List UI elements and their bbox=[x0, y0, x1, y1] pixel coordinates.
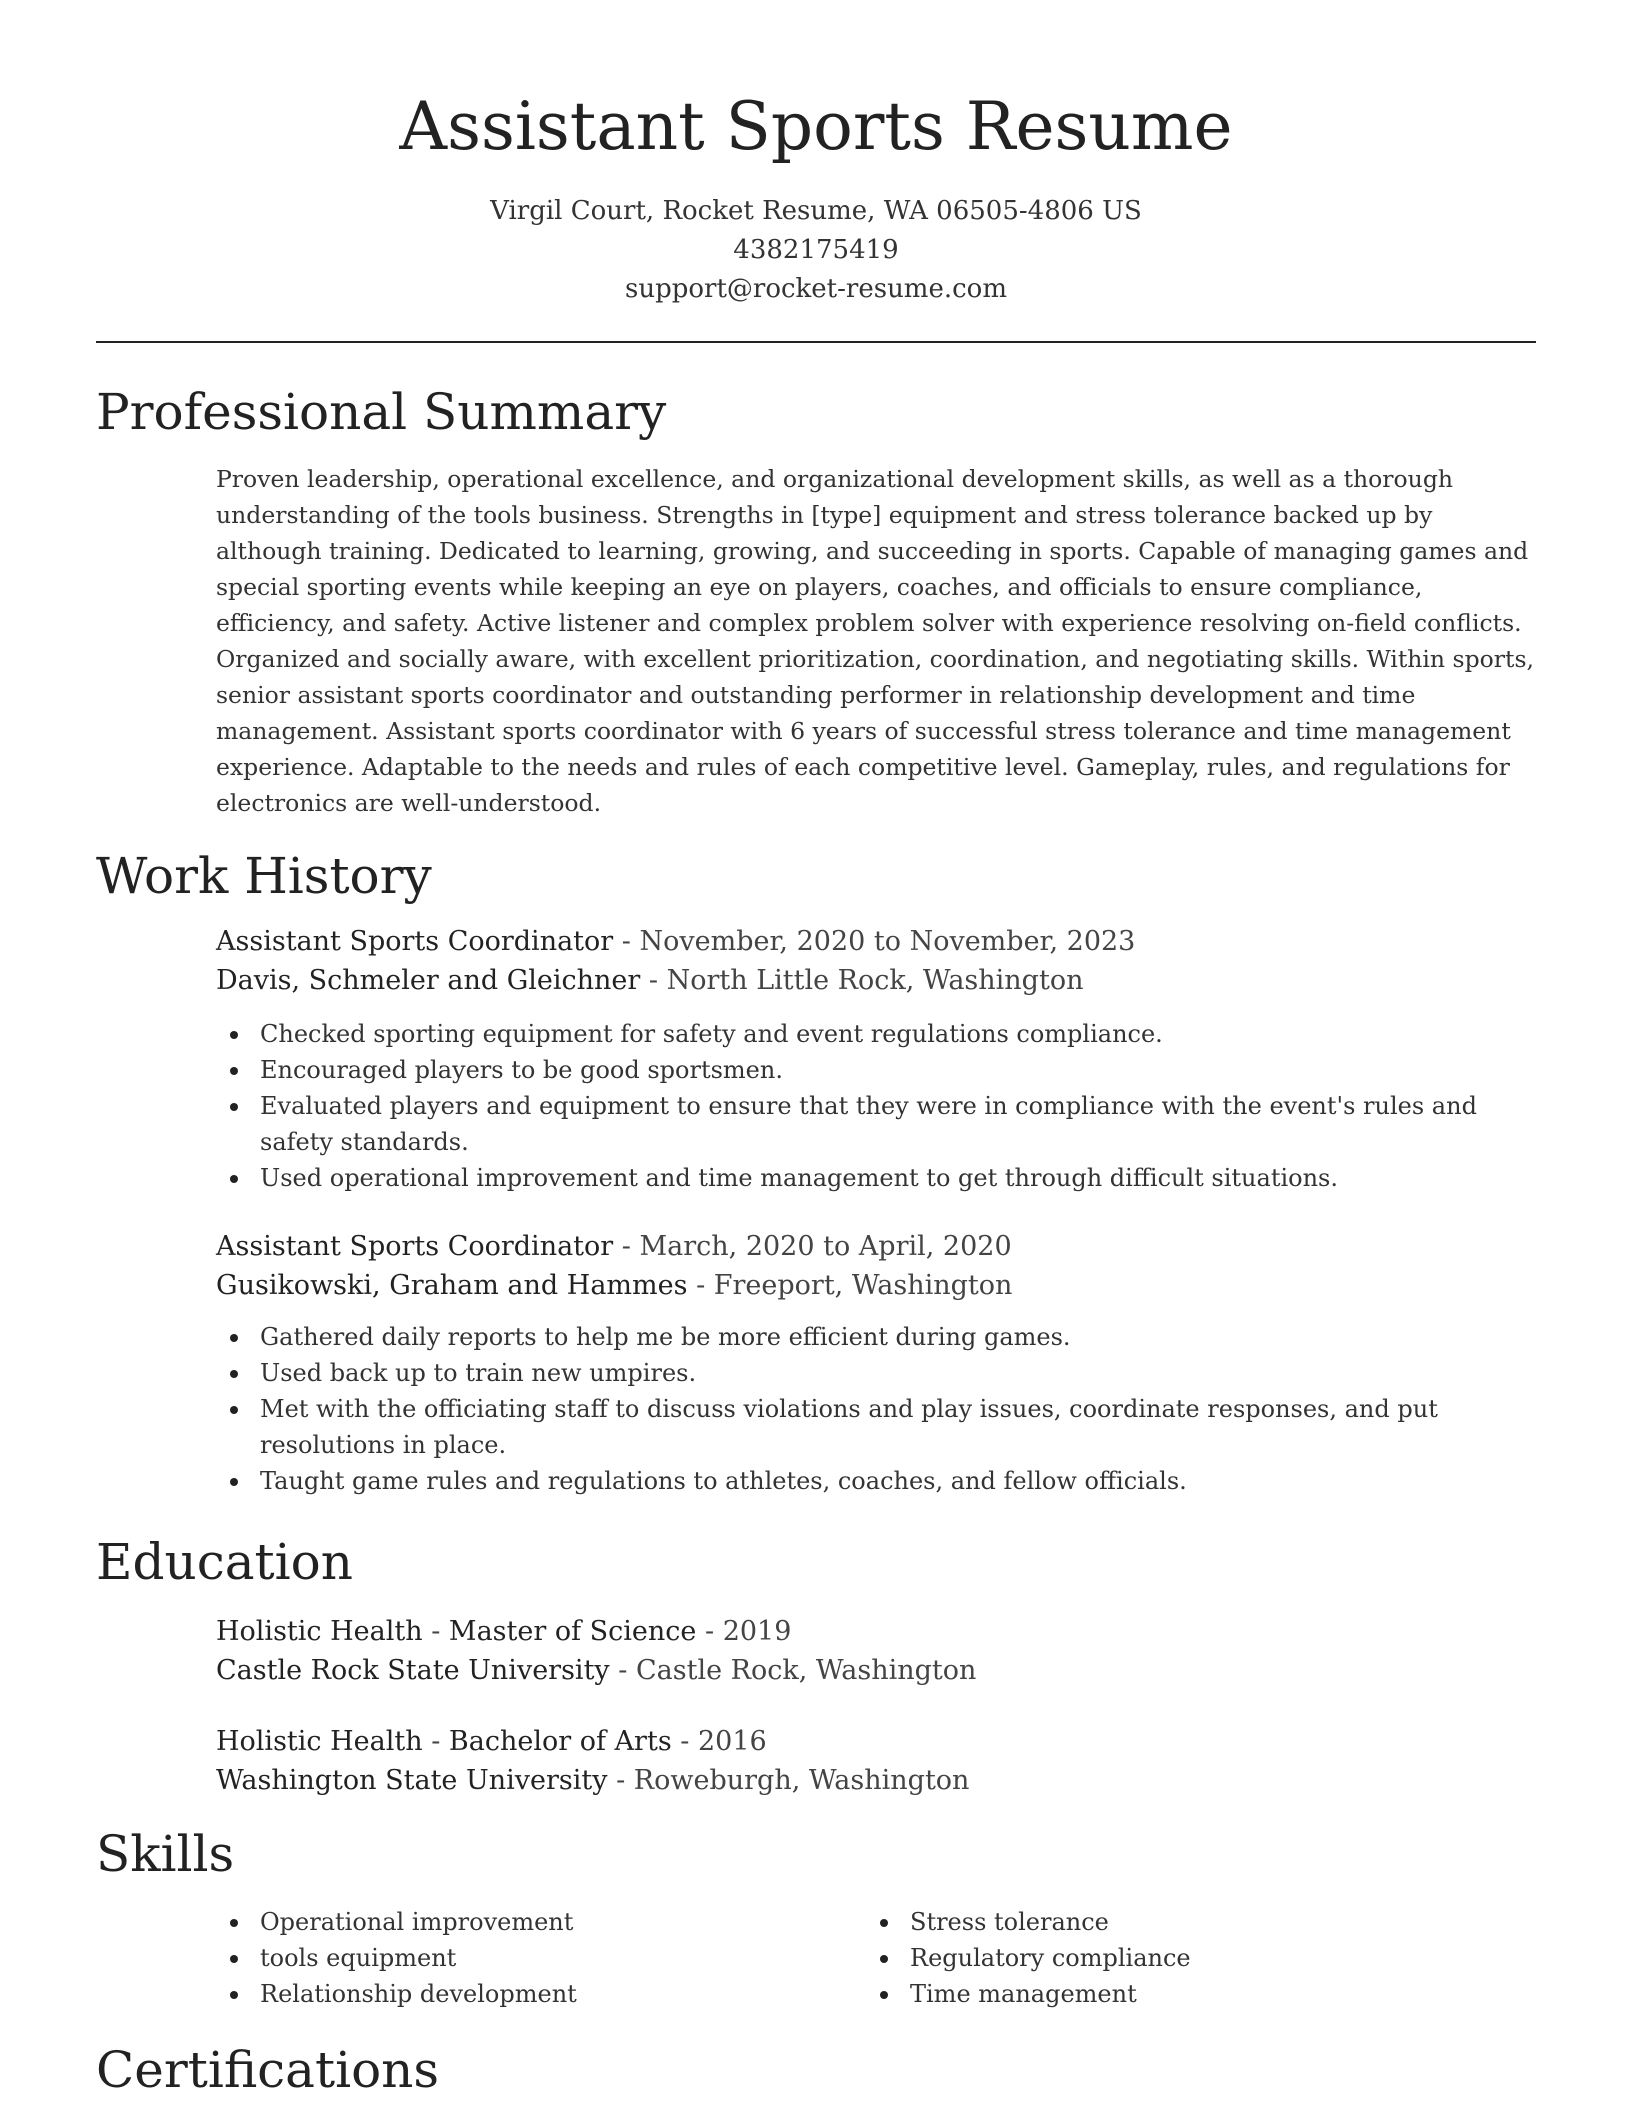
job-heading bbox=[216, 1227, 1536, 1266]
skill-item: Regulatory compliance bbox=[866, 1940, 1516, 1976]
list-item: Evaluated players and equipment to ensure that they were in compliance with the event's rules and safety standards. bbox=[216, 1088, 1536, 1160]
job-company: Gusikowski, Graham and Hammes bbox=[216, 1270, 688, 1301]
separator: - bbox=[607, 1765, 634, 1796]
job-entry bbox=[216, 1227, 1536, 1499]
education-location: Roweburgh, Washington bbox=[633, 1765, 970, 1796]
list-item: Encouraged players to be good sportsmen. bbox=[216, 1052, 1536, 1088]
job-heading bbox=[216, 922, 1536, 961]
education-school: Castle Rock State University bbox=[216, 1655, 610, 1686]
separator: - bbox=[422, 1726, 449, 1757]
contact-phone: 4382175419 bbox=[733, 235, 899, 265]
education-location: Castle Rock, Washington bbox=[635, 1655, 977, 1686]
skills-column-left bbox=[216, 1904, 866, 2012]
job-duties-list bbox=[216, 1016, 1536, 1196]
separator: - bbox=[613, 1231, 640, 1262]
education-degree: Master of Science bbox=[448, 1616, 697, 1647]
resume-title: Assistant Sports Resume bbox=[399, 88, 1233, 165]
separator: - bbox=[671, 1726, 698, 1757]
list-item: Gathered daily reports to help me be more efficient during games. bbox=[216, 1319, 1536, 1355]
section-title-work-history: Work History bbox=[96, 847, 432, 905]
summary-text: Proven leadership, operational excellence, and organizational development skills, as well as a thorough understanding of the tools business. Strengths in [type] equipment and stress tolerance backed up by although training. Dedicated to learning, growing, and succeeding in sports. Capable of managing games and special sporting events while keeping an eye on players, coaches, and officials to ensure compliance, efficiency, and safety. Active listener and complex problem solver with experience resolving on-field conflicts. Organized and socially aware, with excellent prioritization, coordination, and negotiating skills. Within sports, senior assistant sports coordinator and outstanding performer in relationship development and time management. Assistant sports coordinator with 6 years of successful stress tolerance and time management experience. Adaptable to the needs and rules of each competitive level. Gameplay, rules, and regulations for electronics are well-understood. bbox=[216, 465, 1534, 817]
education-entry bbox=[216, 1612, 1536, 1690]
list-item: Taught game rules and regulations to athletes, coaches, and fellow officials. bbox=[216, 1463, 1536, 1499]
resume-header bbox=[96, 84, 1536, 309]
section-title-summary: Professional Summary bbox=[96, 383, 667, 441]
job-duties-list bbox=[216, 1319, 1536, 1499]
job-dates: November, 2020 to November, 2023 bbox=[639, 926, 1136, 957]
section-title-certifications: Certifications bbox=[96, 2041, 440, 2099]
education-field: Holistic Health bbox=[216, 1726, 423, 1757]
education-degree-line bbox=[216, 1612, 1536, 1651]
education-school-line bbox=[216, 1761, 1536, 1800]
header-divider bbox=[96, 341, 1536, 343]
skill-item: Relationship development bbox=[216, 1976, 866, 2012]
section-title-education: Education bbox=[96, 1533, 353, 1591]
contact-email: support@rocket-resume.com bbox=[624, 274, 1007, 304]
separator: - bbox=[696, 1616, 723, 1647]
skills-column-right bbox=[866, 1904, 1516, 2012]
skill-item: tools equipment bbox=[216, 1940, 866, 1976]
job-entry bbox=[216, 922, 1536, 1196]
education-degree-line bbox=[216, 1722, 1536, 1761]
job-company-line bbox=[216, 961, 1536, 1000]
education-year: 2016 bbox=[697, 1726, 767, 1757]
separator: - bbox=[609, 1655, 636, 1686]
list-item: Used operational improvement and time management to get through difficult situations. bbox=[216, 1160, 1536, 1196]
skill-item: Stress tolerance bbox=[866, 1904, 1516, 1940]
list-item: Checked sporting equipment for safety and event regulations compliance. bbox=[216, 1016, 1536, 1052]
separator: - bbox=[687, 1270, 714, 1301]
job-dates: March, 2020 to April, 2020 bbox=[639, 1231, 1012, 1262]
education-field: Holistic Health bbox=[216, 1616, 423, 1647]
job-location: North Little Rock, Washington bbox=[666, 965, 1084, 996]
education-entry bbox=[216, 1722, 1536, 1800]
education-degree: Bachelor of Arts bbox=[448, 1726, 672, 1757]
contact-info bbox=[96, 192, 1536, 309]
job-position: Assistant Sports Coordinator bbox=[216, 1231, 614, 1262]
job-location: Freeport, Washington bbox=[713, 1270, 1013, 1301]
job-company-line bbox=[216, 1266, 1536, 1305]
skill-item: Time management bbox=[866, 1976, 1516, 2012]
list-item: Met with the officiating staff to discuss violations and play issues, coordinate responses, and put resolutions in place. bbox=[216, 1391, 1536, 1463]
separator: - bbox=[422, 1616, 449, 1647]
separator: - bbox=[613, 926, 640, 957]
list-item: Used back up to train new umpires. bbox=[216, 1355, 1536, 1391]
contact-address: Virgil Court, Rocket Resume, WA 06505-4806 US bbox=[490, 196, 1142, 226]
section-title-skills: Skills bbox=[96, 1825, 235, 1883]
education-year: 2019 bbox=[722, 1616, 792, 1647]
skill-item: Operational improvement bbox=[216, 1904, 866, 1940]
job-company: Davis, Schmeler and Gleichner bbox=[216, 965, 641, 996]
separator: - bbox=[640, 965, 667, 996]
education-school-line bbox=[216, 1651, 1536, 1690]
job-position: Assistant Sports Coordinator bbox=[216, 926, 614, 957]
education-school: Washington State University bbox=[216, 1765, 608, 1796]
skills-list bbox=[216, 1904, 1536, 2012]
